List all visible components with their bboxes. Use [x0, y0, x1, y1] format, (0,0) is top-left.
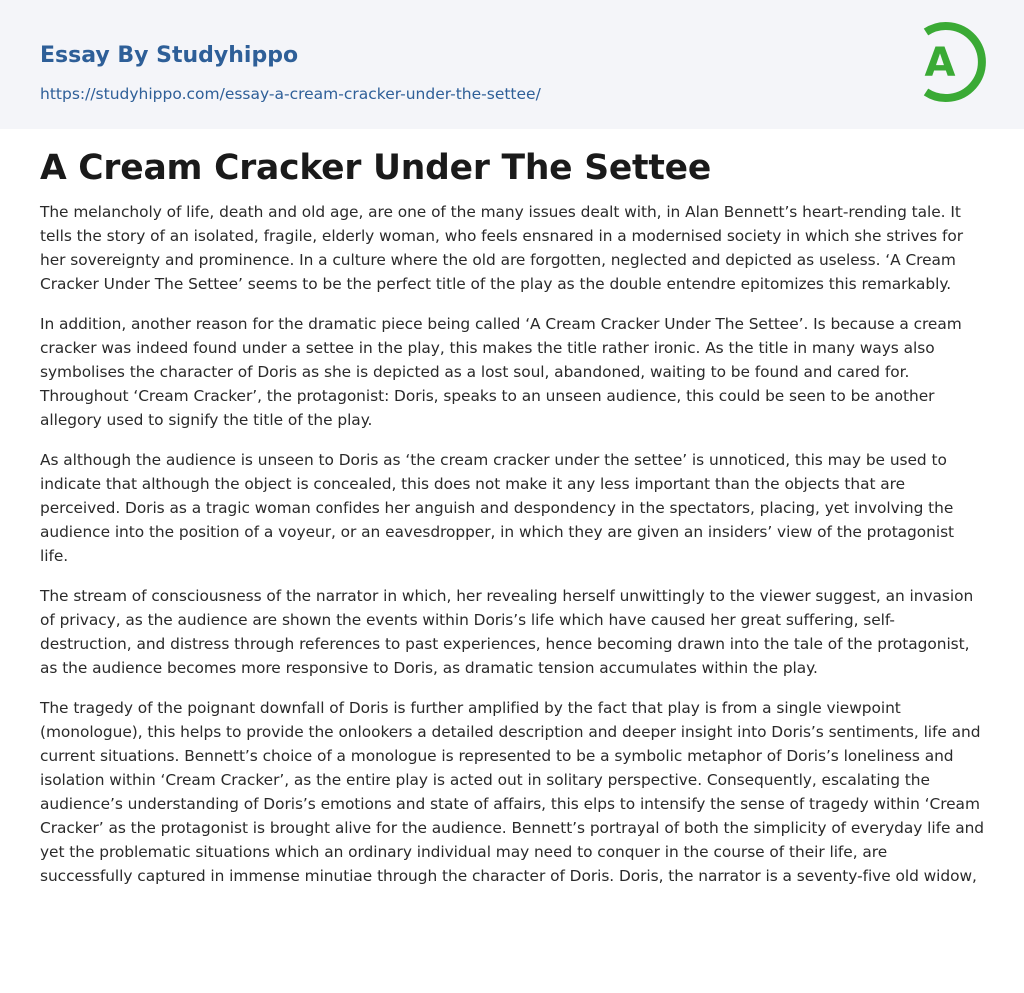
- svg-text:A: A: [924, 40, 956, 86]
- article-paragraph: In addition, another reason for the dramatic piece being called ‘A Cream Cracker Under The Settee’. Is because a cream cracker was indeed found under a settee in the play, this makes the title rather ironic. As the title in many ways also symbolises the character of Doris as she is depicted as a lost soul, abandoned, waiting to be found and cared for. Throughout ‘Cream Cracker’, the protagonist: Doris, speaks to an unseen audience, this could be seen to be another allegory used to signify the title of the play.: [40, 315, 962, 429]
- article-title: A Cream Cracker Under The Settee: [40, 148, 712, 188]
- brand-title[interactable]: Essay By Studyhippo: [40, 43, 299, 68]
- article-body: [40, 200, 984, 904]
- article-url-link[interactable]: https://studyhippo.com/essay-a-cream-cracker-under-the-settee/: [40, 85, 541, 103]
- article-paragraph: The stream of consciousness of the narrator in which, her revealing herself unwittingly to the viewer suggest, an invasion of privacy, as the audience are shown the events within Doris’s life which have caused her great suffering, self-destruction, and distress through references to past experiences, hence becoming drawn into the tale of the protagonist, as the audience becomes more responsive to Doris, as dramatic tension accumulates within the play.: [40, 587, 974, 677]
- site-header: [0, 0, 1024, 129]
- article-title-wrap: [40, 146, 984, 190]
- studyhippo-logo-icon[interactable]: [908, 18, 988, 106]
- article-paragraph: The melancholy of life, death and old age, are one of the many issues dealt with, in Alan Bennett’s heart-rending tale. It tells the story of an isolated, fragile, elderly woman, who feels ensnared in a modernised society in which she strives for her sovereignty and prominence. In a culture where the old are forgotten, neglected and depicted as useless. ‘A Cream Cracker Under The Settee’ seems to be the perfect title of the play as the double entendre epitomizes this remarkably.: [40, 203, 963, 293]
- article-paragraph: The tragedy of the poignant downfall of Doris is further amplified by the fact that play is from a single viewpoint (monologue), this helps to provide the onlookers a detailed description and deeper insight into Doris’s sentiments, life and current situations. Bennett’s choice of a monologue is represented to be a symbolic metaphor of Doris’s loneliness and isolation within ‘Cream Cracker’, as the entire play is acted out in solitary perspective. Consequently, escalating the audience’s understanding of Doris’s emotions and state of affairs, this elps to intensify the sense of tragedy within ‘Cream Cracker’ as the protagonist is brought alive for the audience. Bennett’s portrayal of both the simplicity of everyday life and yet the problematic situations which an ordinary individual may need to conquer in the course of their life, are successfully captured in immense minutiae through the character of Doris. Doris, the narrator is a seventy-five old widow,: [40, 699, 985, 885]
- article-paragraph: As although the audience is unseen to Doris as ‘the cream cracker under the settee’ is unnoticed, this may be used to indicate that although the object is concealed, this does not make it any less important than the objects that are perceived. Doris as a tragic woman confides her anguish and despondency in the spectators, placing, yet involving the audience into the position of a voyeur, or an eavesdropper, in which they are given an insiders’ view of the protagonist life.: [40, 451, 955, 565]
